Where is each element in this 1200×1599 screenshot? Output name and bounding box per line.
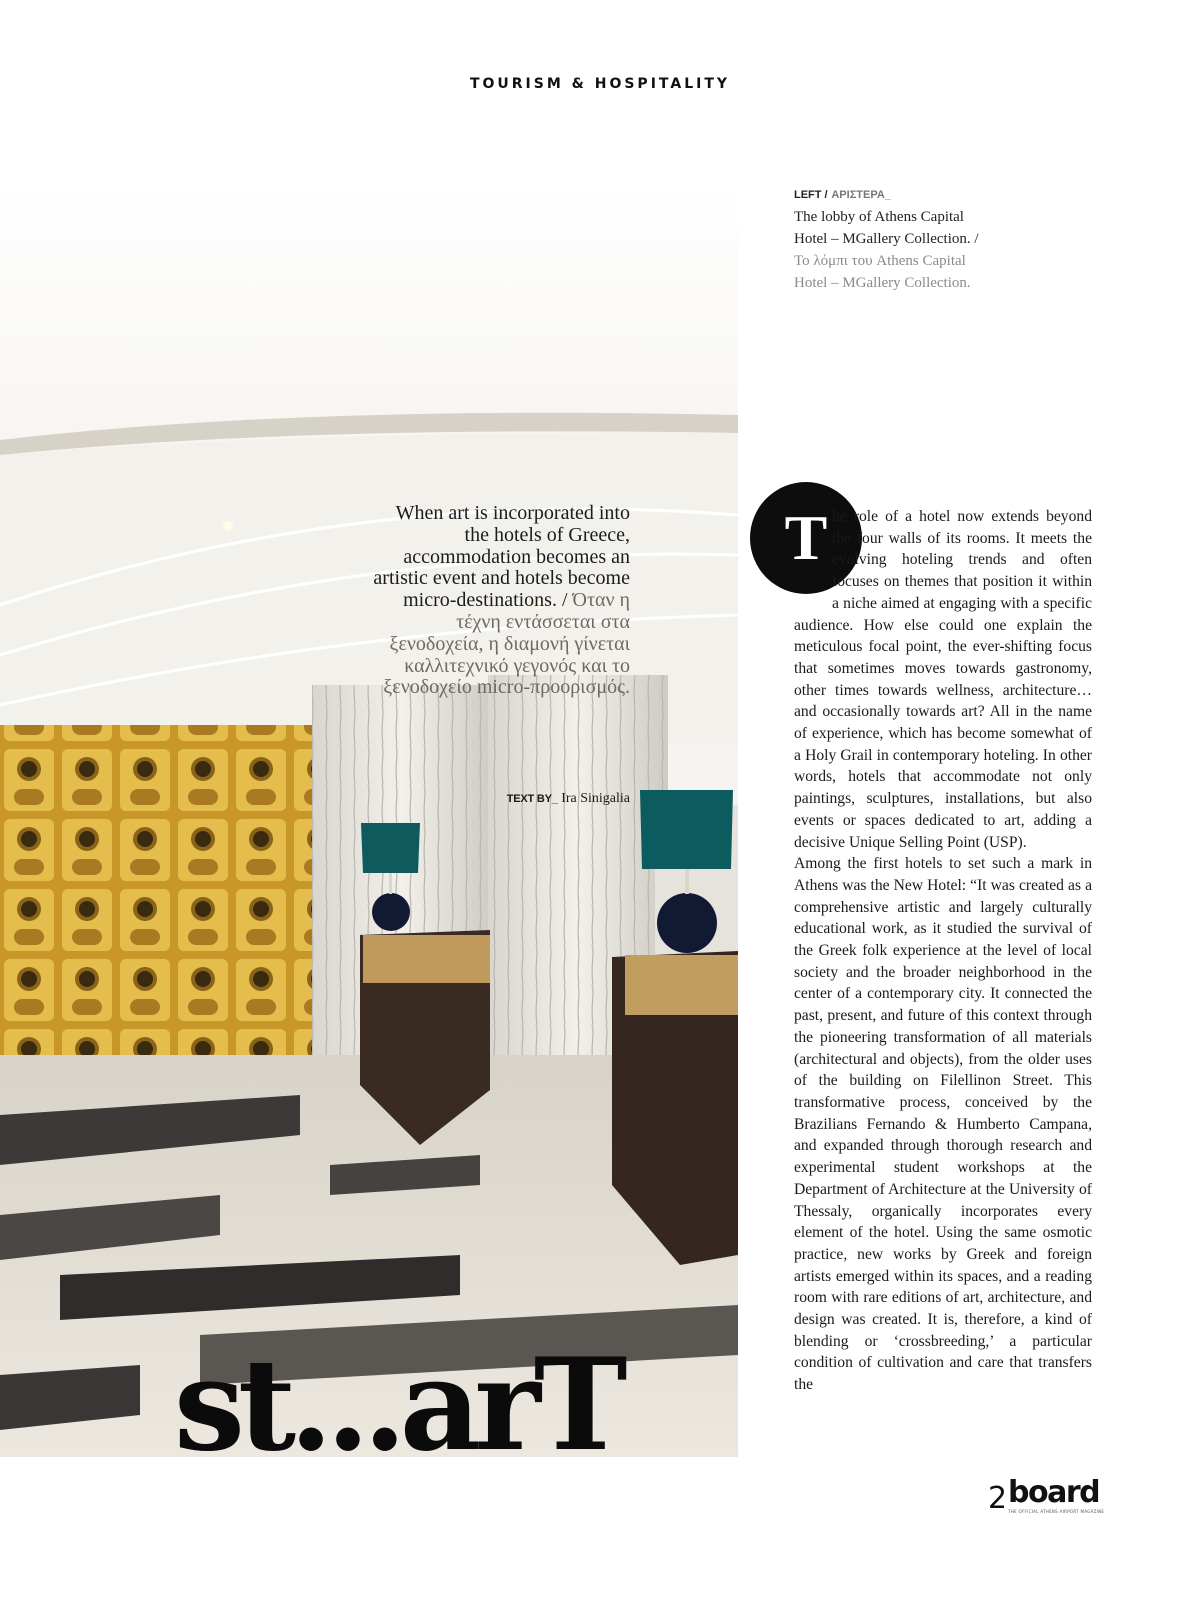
caption-tag: LEFT / (794, 189, 828, 201)
byline (420, 791, 630, 807)
article-title: st...arT (174, 1331, 621, 1479)
pull-quote-greek: Όταν η τέχνη εντάσσεται στα ξενοδοχεία, η διαμονή γίνεται καλλιτεχνικό γεγονός και το ξενοδοχείο micro-προορισμός. (383, 589, 630, 699)
byline-author: Ira Sinigalia (561, 791, 630, 806)
pull-quote (372, 503, 630, 699)
section-label: TOURISM & HOSPITALITY (469, 76, 731, 92)
photo-caption (794, 183, 994, 294)
article-paragraph-2: Among the first hotels to set such a mark in Athens was the New Hotel: “It was created as a comprehensive artistic and largely culturally educational work, as it studied the survival of the Greek folk experience at the level of local society and the broader neighborhood in the center of a contemporary city. It connected the past, present, and future of this context through the pioneering transformation of all materials (architectural and objects), from the older uses of the building on Filellinon Street. This transformative process, conceived by the Brazilians Fernando & Humberto Campana, and expanded through thorough research and experimental student workshops at the Department of Architecture at the University of Thessaly, organically incorporates every element of the hotel. Using the same osmotic practice, new works by Greek and foreign artists emerged within its spaces, and a reading room with rare editions of art, architecture, and design was created. It is, therefore, a kind of blending or ‘crossbreeding,’ a particular condition of cultivation and care that transfers the (794, 855, 1092, 1394)
caption-text-greek: Το λόμπι του Athens Capital Hotel – MGallery Collection. (794, 253, 971, 291)
logo-word: board (1008, 1475, 1100, 1510)
byline-tag: TEXT BY_ (506, 793, 558, 805)
article-paragraph-1: he role of a hotel now extends beyond the four walls of its rooms. It meets the evolving hoteling trends and often focuses on themes that position it within a niche aimed at engaging with a specific audience. How else could one explain the meticulous focal point, the ever-shifting focus that sometimes moves towards gastronomy, other times towards wellness, architecture… and occasionally towards art? All in the name of experience, which has become somewhat of a Holy Grail in contemporary hoteling. In other words, hotels that accommodate not only paintings, sculptures, installations, but also events or spaces dedicated to art, adding a decisive Unique Selling Point (USP). (794, 508, 1092, 851)
logo-number: 2 (988, 1481, 1008, 1516)
magazine-logo (988, 1475, 1105, 1517)
article-body (794, 506, 1092, 1396)
caption-tag-greek: ΑΡΙΣΤΕΡΑ_ (831, 189, 891, 201)
logo-tagline: THE OFFICIAL ATHENS AIRPORT MAGAZINE (1008, 1509, 1105, 1514)
pull-quote-english: When art is incorporated into the hotels of Greece, accommodation becomes an artistic event and hotels become micro-destinations. / (373, 502, 630, 612)
caption-text-english: The lobby of Athens Capital Hotel – MGallery Collection. / (794, 209, 979, 247)
drop-cap: T (750, 482, 862, 594)
lobby-photo (0, 185, 738, 1457)
